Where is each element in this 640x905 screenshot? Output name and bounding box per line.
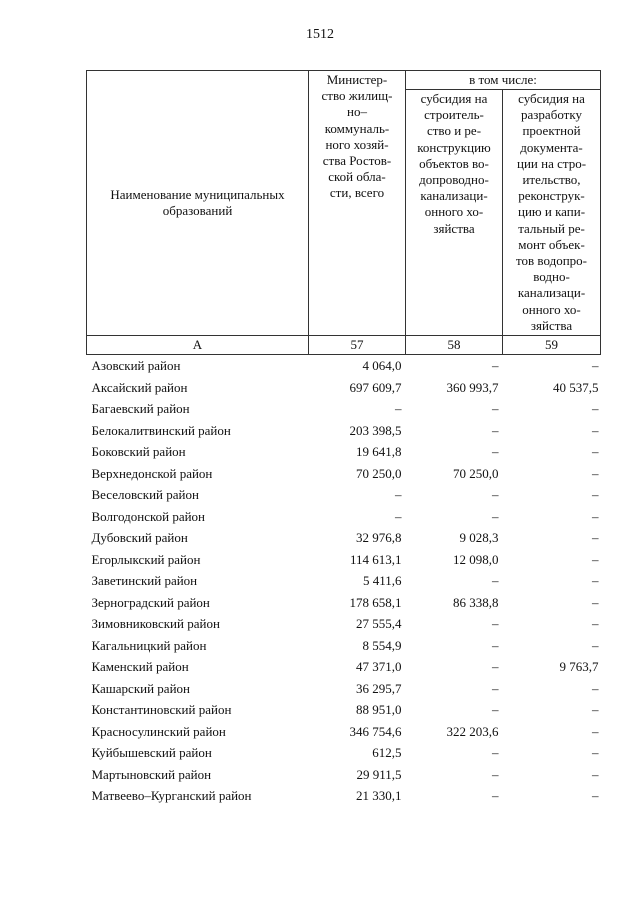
total-value: 88 951,0 [356, 702, 402, 718]
header-total [309, 71, 406, 336]
table-row [87, 506, 601, 528]
total-value: 21 330,1 [356, 788, 402, 804]
construction-subsidy-value: 360 993,7 [446, 379, 499, 395]
construction-subsidy-value: 12 098,0 [453, 551, 499, 567]
total-value: 346 754,6 [349, 723, 402, 739]
table-row [87, 785, 601, 807]
design-subsidy-value: – [592, 616, 599, 632]
header-line: документа- [520, 139, 583, 155]
header-line: онного хо- [424, 204, 484, 220]
municipality-name: Зерноградский район [91, 594, 210, 610]
design-subsidy-value: – [592, 680, 599, 696]
header-line: Министер- [326, 72, 388, 87]
construction-subsidy-value: – [492, 573, 499, 589]
municipality-name: Аксайский район [91, 379, 188, 395]
design-subsidy-value: – [592, 551, 599, 567]
header-line: цию и капи- [517, 204, 586, 220]
total-value: 697 609,7 [349, 379, 402, 395]
header-line: онного хо- [522, 301, 581, 317]
total-value: 114 613,1 [349, 551, 402, 567]
design-subsidy-value: – [592, 788, 599, 804]
construction-subsidy-value: 70 250,0 [453, 465, 499, 481]
header-line: ного хозяй- [325, 136, 389, 152]
design-subsidy-value: – [592, 358, 599, 374]
design-subsidy-value: – [592, 444, 599, 460]
design-subsidy-value: – [592, 401, 599, 417]
table-row [87, 635, 601, 657]
construction-subsidy-value: – [492, 358, 499, 374]
design-subsidy-value: – [592, 766, 599, 782]
municipality-name: Мартыновский район [91, 766, 212, 782]
design-subsidy-value: – [592, 702, 599, 718]
header-line: субсидия на [518, 91, 585, 106]
municipality-name: Багаевский район [91, 401, 190, 417]
header-index-57: 57 [309, 336, 406, 355]
table-row [87, 441, 601, 463]
total-value: 8 554,9 [362, 637, 402, 653]
construction-subsidy-value: – [492, 766, 499, 782]
total-value: 178 658,1 [349, 594, 402, 610]
construction-subsidy-value: – [492, 637, 499, 653]
header-line: проектной [522, 123, 581, 139]
table-row [87, 570, 601, 592]
header-line: ства Ростов- [322, 153, 392, 169]
municipality-name: Боковский район [91, 444, 186, 460]
total-value: 203 398,5 [349, 422, 402, 438]
municipality-name: Зимовниковский район [91, 616, 220, 632]
table-row [87, 377, 601, 399]
total-value: – [395, 508, 402, 524]
table-row [87, 463, 601, 485]
design-subsidy-value: – [592, 594, 599, 610]
header-line: монт объек- [518, 236, 585, 252]
construction-subsidy-value: 9 028,3 [459, 530, 499, 546]
table-body [87, 355, 601, 807]
header-index-58: 58 [406, 336, 503, 355]
table-row [87, 721, 601, 743]
total-value: 5 411,6 [362, 573, 402, 589]
header-subsidy-design [503, 90, 601, 336]
header-line: зяйства [433, 220, 475, 236]
table-row [87, 484, 601, 506]
table-row [87, 527, 601, 549]
municipality-name: Дубовский район [91, 530, 188, 546]
table-row [87, 678, 601, 700]
municipality-name: Красносулинский район [91, 723, 226, 739]
header-line: реконструк- [518, 188, 585, 204]
municipality-name: Матвеево–Курганский район [91, 788, 252, 804]
municipality-name: Кагальницкий район [91, 637, 207, 653]
header-line: субсидия на [420, 91, 488, 106]
header-line: допроводно- [419, 172, 489, 188]
header-line: ство жилищ- [321, 88, 393, 104]
table-row [87, 549, 601, 571]
total-value: 47 371,0 [356, 659, 402, 675]
table-row [87, 764, 601, 786]
municipality-name: Заветинский район [91, 573, 198, 589]
header-group-including: в том числе: [406, 71, 601, 90]
table-row [87, 420, 601, 442]
header-line: ской обла- [328, 169, 386, 185]
municipality-name: Волгодонской район [91, 508, 206, 524]
design-subsidy-value: – [592, 745, 599, 761]
construction-subsidy-value: – [492, 487, 499, 503]
municipality-name: Константиновский район [91, 702, 232, 718]
total-value: 36 295,7 [356, 680, 402, 696]
header-line: коммуналь- [324, 120, 390, 136]
subsidy-table [86, 70, 601, 807]
construction-subsidy-value: – [492, 422, 499, 438]
header-line: водно- [533, 269, 570, 285]
construction-subsidy-value: – [492, 508, 499, 524]
header-line: конструкцию [417, 139, 491, 155]
header-subsidy-construction [406, 90, 503, 336]
total-value: 32 976,8 [356, 530, 402, 546]
table-row [87, 656, 601, 678]
design-subsidy-value: – [592, 637, 599, 653]
construction-subsidy-value: – [492, 659, 499, 675]
design-subsidy-value: – [592, 573, 599, 589]
construction-subsidy-value: – [492, 444, 499, 460]
header-line: объектов во- [419, 155, 489, 171]
table-row [87, 592, 601, 614]
municipality-name: Кашарский район [91, 680, 190, 696]
header-line: зяйства [530, 317, 573, 333]
total-value: 4 064,0 [362, 358, 402, 374]
header-line: строитель- [424, 107, 484, 123]
page-number: 1512 [306, 27, 334, 42]
construction-subsidy-value: 322 203,6 [446, 723, 499, 739]
table-row [87, 613, 601, 635]
total-value: – [395, 401, 402, 417]
total-value: 612,5 [372, 745, 402, 761]
header-line: но– [347, 104, 367, 120]
design-subsidy-value: – [592, 465, 599, 481]
municipality-name: Куйбышевский район [91, 745, 212, 761]
construction-subsidy-value: – [492, 788, 499, 804]
design-subsidy-value: – [592, 422, 599, 438]
construction-subsidy-value: 86 338,8 [453, 594, 499, 610]
construction-subsidy-value: – [492, 745, 499, 761]
header-line: тов водопро- [516, 253, 587, 269]
table-row [87, 398, 601, 420]
header-line: канализаци- [420, 188, 488, 204]
construction-subsidy-value: – [492, 680, 499, 696]
header-line: тальный ре- [518, 220, 585, 236]
municipality-name: Веселовский район [91, 487, 199, 503]
total-value: 27 555,4 [356, 616, 402, 632]
total-value: 70 250,0 [356, 465, 402, 481]
table-row [87, 699, 601, 721]
municipality-name: Егорлыкский район [91, 551, 201, 567]
construction-subsidy-value: – [492, 616, 499, 632]
header-line: канализаци- [517, 285, 586, 301]
municipality-name: Каменский район [91, 659, 189, 675]
table-row [87, 742, 601, 764]
header-line: ции на стро- [516, 155, 587, 171]
header-line: ительство, [522, 172, 581, 188]
municipality-name: Верхнедонской район [91, 465, 213, 481]
header-line: ство и ре- [426, 123, 482, 139]
design-subsidy-value: – [592, 530, 599, 546]
municipality-name: Азовский район [91, 358, 181, 374]
total-value: 29 911,5 [356, 766, 402, 782]
header-line: сти, всего [329, 185, 385, 201]
design-subsidy-value: – [592, 508, 599, 524]
construction-subsidy-value: – [492, 401, 499, 417]
design-subsidy-value: – [592, 723, 599, 739]
total-value: – [395, 487, 402, 503]
design-subsidy-value: – [592, 487, 599, 503]
header-line: разработку [521, 107, 582, 123]
construction-subsidy-value: – [492, 702, 499, 718]
header-municipality: Наименование муниципальных образований [87, 71, 309, 336]
header-index-59: 59 [503, 336, 601, 355]
municipality-name: Белокалитвинский район [91, 422, 231, 438]
design-subsidy-value: 40 537,5 [553, 379, 599, 395]
total-value: 19 641,8 [356, 444, 402, 460]
table-row [87, 355, 601, 377]
design-subsidy-value: 9 763,7 [559, 659, 599, 675]
header-index-a: А [87, 336, 309, 355]
